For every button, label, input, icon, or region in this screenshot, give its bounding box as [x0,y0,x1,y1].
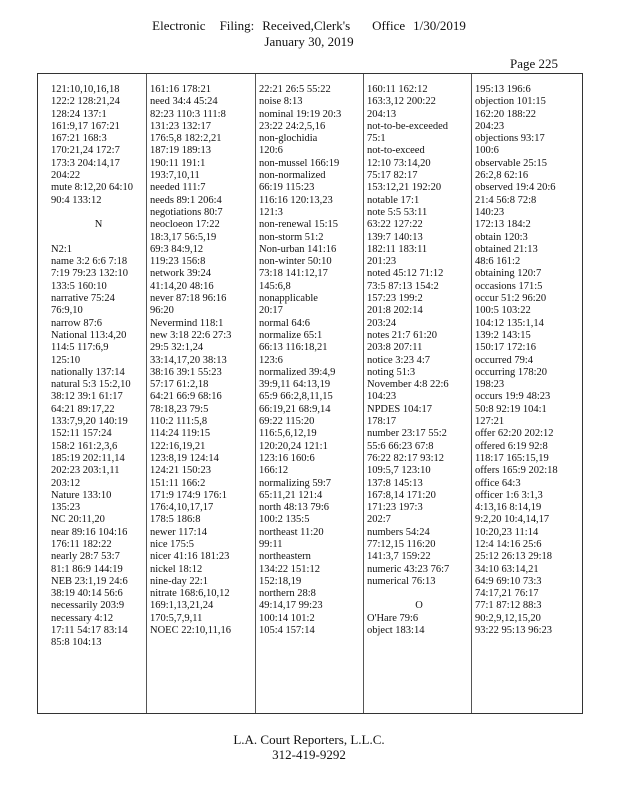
index-entry-line: 167:21 168:3 [51,133,107,145]
index-entry-line: 34:10 63:14,21 [475,563,539,575]
index-entry-line: 41:14,20 48:16 [150,280,214,292]
stamp-filing: Filing: [219,18,255,33]
index-entry-line: 178:17 [367,416,397,428]
index-entry-line: 201:23 [367,256,397,268]
index-entry-line: 161:9,17 167:21 [51,120,120,132]
index-entry-line: 93:22 95:13 96:23 [475,625,553,637]
index-entry-line: natural 5:3 15:2,10 [51,379,131,391]
index-entry-line: offers 165:9 202:18 [475,465,558,477]
index-entry-line [51,207,146,219]
index-entry-line: 55:6 66:23 67:8 [367,440,434,452]
index-entry-line: observable 25:15 [475,157,548,169]
index-entry-line: 162:20 188:22 [475,108,536,120]
index-entry-line: 169:1,13,21,24 [150,600,214,612]
index-entry-line: 139:7 140:13 [367,231,423,243]
index-entry-line: 81:1 86:9 144:19 [51,563,123,575]
index-entry-line: 57:17 61:2,18 [150,379,209,391]
index-entry-line: 204:22 [51,170,81,182]
index-entry-line: 65:11,21 121:4 [259,489,323,501]
index-entry-line: 202:23 203:1,11 [51,465,120,477]
index-entry-line: NPDES 104:17 [367,403,433,415]
index-entry-line: notable 17:1 [367,194,420,206]
index-entry-line: 203:8 207:11 [367,342,423,354]
footer-company: L.A. Court Reporters, L.L.C. [233,732,385,747]
index-entry-line: 123:6 [259,354,283,366]
index-entry-line: 121:10,10,16,18 [51,84,120,95]
index-entry-line: 176:11 182:22 [51,538,112,550]
index-column-2 [146,74,255,713]
index-entry-line: 145:6,8 [259,280,291,292]
index-entry-line: 123:8,19 124:14 [150,452,219,464]
index-entry-line: 100:14 101:2 [259,612,315,624]
index-entry-line: 96:20 [150,305,174,317]
index-entry-line: 137:8 145:13 [367,477,423,489]
index-entry-line: 49:14,17 99:23 [259,600,323,612]
index-entry-line: 116:5,6,12,19 [259,428,317,440]
index-entry-line: 76:9,10 [51,305,83,317]
index-entry-line: 73:5 87:13 154:2 [367,280,439,292]
index-entry-line: obtain 120:3 [475,231,528,243]
index-entry-line: 22:21 26:5 55:22 [259,84,331,95]
index-entry-line: 198:23 [475,379,505,391]
index-entry-line: narrative 75:24 [51,293,115,305]
index-entry-line: 21:4 56:8 72:8 [475,194,537,206]
index-entry-line: northeastern [259,551,311,563]
index-entry-line: 173:3 204:14,17 [51,157,120,169]
index-entry-line: new 3:18 22:6 27:3 [150,329,232,341]
index-entry-line: 26:2,8 62:16 [475,170,529,182]
index-entry-line: noise 8:13 [259,96,303,108]
index-entry-line: 63:22 127:22 [367,219,423,231]
index-entry-line: 182:11 183:11 [367,243,428,255]
index-entry-line: 33:14,17,20 38:13 [150,354,227,366]
index-entry-line: 203:24 [367,317,397,329]
index-entry-line: nice 175:5 [150,538,195,550]
index-entry-line: 78:18,23 79:5 [150,403,209,415]
index-entry-line: needs 89:1 206:4 [150,194,222,206]
index-entry-line: 64:21 66:9 68:16 [150,391,222,403]
index-entry-line: name 3:2 6:6 7:18 [51,256,128,268]
index-entry-line: nicer 41:16 181:23 [150,551,230,563]
index-entry-line: 66:13 116:18,21 [259,342,328,354]
index-entry-line: 141:3,7 159:22 [367,551,431,563]
index-entry-line: 167:8,14 171:20 [367,489,436,501]
index-entry-line: Nevermind 118:1 [150,317,224,329]
index-entry-line: normalizing 59:7 [259,477,332,489]
index-entry-line: near 89:16 104:16 [51,526,128,538]
index-entry-line: 176:4,10,17,17 [150,502,214,514]
index-entry-line: 99:11 [259,538,283,550]
index-entry-line: number 23:17 55:2 [367,428,447,440]
index-entry-line: 23:22 24:2,5,16 [259,120,326,132]
index-entry-line: 12:10 73:14,20 [367,157,431,169]
index-entry-line: 90:2,9,12,15,20 [475,612,541,624]
stamp-date: 1/30/2019 [413,18,466,33]
index-entry-line: NC 20:11,20 [51,514,105,526]
index-entry-line: 152:11 157:24 [51,428,112,440]
index-entry-line: 48:6 161:2 [475,256,521,268]
index-entry-line: 76:22 82:17 93:12 [367,452,445,464]
index-entry-line: 122:2 128:21,24 [51,96,120,108]
index-entry-line: 170:5,7,9,11 [150,612,203,624]
index-entry-line: notice 3:23 4:7 [367,354,430,366]
filing-date: January 30, 2019 [264,34,354,49]
index-entry-line: numerical 76:13 [367,575,436,587]
index-entry-line: 152:18,19 [259,575,302,587]
index-entry-line: 104:23 [367,391,397,403]
index-entry-line: obtained 21:13 [475,243,538,255]
index-entry-line: nine-day 22:1 [150,575,209,587]
index-entry-line: 128:24 137:1 [51,108,107,120]
index-entry-line: N [94,219,103,231]
stamp-office: Office [372,18,406,33]
index-entry-line: 110:2 111:5,8 [150,416,208,428]
index-entry-line: note 5:5 53:11 [367,206,428,218]
index-entry-line: normalize 65:1 [259,329,323,341]
index-entry-line: 77:12,15 116:20 [367,538,436,550]
index-entry-line: 185:19 202:11,14 [51,452,125,464]
index-entry-line: 195:13 196:6 [475,84,531,95]
index-entry-line: 64:21 89:17,22 [51,403,115,415]
index-column-3 [255,74,363,713]
index-entry-line: 120:20,24 121:1 [259,440,328,452]
index-entry-line: office 64:3 [475,477,521,489]
index-entry-line: 133:5 160:10 [51,280,107,292]
index-entry-line: 39:9,11 64:13,19 [259,379,331,391]
index-entry-line: 163:3,12 200:22 [367,96,436,108]
index-entry-line: 140:23 [475,206,505,218]
index-entry-line: 66:19,21 68:9,14 [259,403,331,415]
index-entry-line: 150:17 172:16 [475,342,536,354]
index-entry-line: necessarily 203:9 [51,600,125,612]
index-entry-line: mute 8:12,20 64:10 [51,182,133,194]
index-entry-line: 166:12 [259,465,289,477]
index-entry-line: objection 101:15 [475,96,546,108]
index-entry-line: object 183:14 [367,625,425,637]
index-entry-line: occurring 178:20 [475,366,548,378]
index-entry-line: 38:12 39:1 61:17 [51,391,123,403]
index-entry-line: 122:16,19,21 [150,440,206,452]
index-entry-line: nonapplicable [259,293,318,305]
index-entry-line: north 48:13 79:6 [259,502,329,514]
index-entry-line: 25:12 26:13 29:18 [475,551,553,563]
index-entry-line: narrow 87:6 [51,317,103,329]
index-entry-line: non-mussel 166:19 [259,157,340,169]
index-entry-line: 100:6 [475,145,499,157]
index-entry-line: 12:4 14:16 25:6 [475,538,542,550]
index-entry-line: 153:12,21 192:20 [367,182,442,194]
stamp-electronic: Electronic [152,18,206,33]
index-entry-line: 64:9 69:10 73:3 [475,575,542,587]
index-entry-line: 171:23 197:3 [367,502,423,514]
index-entry-line: 105:4 157:14 [259,625,315,637]
index-entry-line: 151:11 166:2 [150,477,206,489]
index-entry-line: 121:3 [259,206,283,218]
index-entry-line: 158:2 161:2,3,6 [51,440,118,452]
index-entry-line: occurred 79:4 [475,354,534,366]
index-entry-line: 131:23 132:17 [150,120,211,132]
index-entry-line: not-to-exceed [367,145,425,157]
index-entry-line: 17:11 54:17 83:14 [51,625,128,637]
index-entry-line: 176:5,8 182:2,21 [150,133,222,145]
index-entry-line: 73:18 141:12,17 [259,268,328,280]
footer-phone: 312-419-9292 [272,747,346,762]
index-entry-line: 69:22 115:20 [259,416,315,428]
index-entry-line: newer 117:14 [150,526,208,538]
index-entry-line: offered 6:19 92:8 [475,440,548,452]
index-entry-line: 187:19 189:13 [150,145,211,157]
index-entry-line: 193:7,10,11 [150,170,200,182]
index-entry-line: 161:16 178:21 [150,84,211,95]
index-entry-line: nickel 18:12 [150,563,203,575]
index-entry-line: necessary 4:12 [51,612,114,624]
index-entry-line: officer 1:6 3:1,3 [475,489,543,501]
index-entry-line: 104:12 135:1,14 [475,317,544,329]
index-entry-line: N2:1 [51,243,72,255]
index-column-5 [471,74,581,713]
index-entry-line: 90:4 133:12 [51,194,102,206]
index-entry-line: 202:7 [367,514,391,526]
index-entry-line: 20:17 [259,305,283,317]
index-entry-line: 125:10 [51,354,81,366]
index-entry-line: nationally 137:14 [51,366,125,378]
index-entry-line: nearly 28:7 53:7 [51,551,120,563]
index-entry-line: normal 64:6 [259,317,311,329]
index-entry-line: 139:2 143:15 [475,329,531,341]
index-entry-line [367,588,471,600]
index-entry-line: needed 111:7 [150,182,206,194]
footer [0,732,618,762]
index-entry-line: obtaining 120:7 [475,268,542,280]
index-entry-line: 75:17 82:17 [367,170,418,182]
index-entry-line: objections 93:17 [475,133,545,145]
index-entry-line: 178:5 186:8 [150,514,201,526]
index-entry-line: 123:16 160:6 [259,452,315,464]
index-entry-line: 120:6 [259,145,283,157]
index-entry-line: Nature 133:10 [51,489,112,501]
stamp-received: Received,Clerk's [262,18,351,33]
index-entry-line: 100:5 103:22 [475,305,531,317]
index-entry-line: non-normalized [259,170,326,182]
index-entry-line: neocloeon 17:22 [150,219,220,231]
index-entry-line: 204:23 [475,120,505,132]
index-entry-line: 134:22 151:12 [259,563,320,575]
index-entry-line: 172:13 184:2 [475,219,531,231]
index-entry-line: nominal 19:19 20:3 [259,108,342,120]
index-entry-line: O [415,600,423,612]
index-entry-line: 82:23 110:3 111:8 [150,108,226,120]
index-entry-line: O'Hare 79:6 [367,612,419,624]
index-entry-line: 118:17 165:15,19 [475,452,549,464]
index-entry-line: 203:12 [51,477,81,489]
index-entry-line: 50:8 92:19 104:1 [475,403,547,415]
index-entry-line: northeast 11:20 [259,526,324,538]
filing-stamp-line [0,18,618,34]
index-entry-line: non-storm 51:2 [259,231,324,243]
index-entry-line: never 87:18 96:16 [150,293,227,305]
index-entry-line: negotiations 80:7 [150,206,223,218]
index-entry-line: 4:13,16 8:14,19 [475,502,542,514]
index-entry-line: 170:21,24 172:7 [51,145,120,157]
index-column-4 [363,74,471,713]
index-entry-line: 157:23 199:2 [367,293,423,305]
index-entry-line: 127:21 [475,416,505,428]
index-entry-line: 18:3,17 56:5,19 [150,231,217,243]
index-entry-line [51,232,146,244]
index-entry-line: 204:13 [367,108,397,120]
index-entry-line: Non-urban 141:16 [259,243,337,255]
index-entry-line: network 39:24 [150,268,211,280]
index-entry-line: 7:19 79:23 132:10 [51,268,129,280]
index-entry-line: NEB 23:1,19 24:6 [51,575,128,587]
index-entry-line: 69:3 84:9,12 [150,243,204,255]
index-entry-line: non-winter 50:10 [259,256,332,268]
index-entry-line: 160:11 162:12 [367,84,428,95]
index-entry-line: 114:5 117:6,9 [51,342,109,354]
index-entry-line: notes 21:7 61:20 [367,329,437,341]
index-entry-line: occurs 19:9 48:23 [475,391,551,403]
index-entry-line: 75:1 [367,133,386,145]
index-entry-line: NOEC 22:10,11,16 [150,625,231,637]
index-entry-line: 135:23 [51,502,81,514]
index-entry-line: need 34:4 45:24 [150,96,218,108]
index-entry-line: 65:9 66:2,8,11,15 [259,391,333,403]
index-entry-line: numeric 43:23 76:7 [367,563,450,575]
index-entry-line: 201:8 202:14 [367,305,423,317]
index-frame [37,73,583,714]
index-entry-line: 114:24 119:15 [150,428,211,440]
index-entry-line: non-glochidia [259,133,318,145]
index-column-1 [38,74,146,713]
index-entry-line: 85:8 104:13 [51,637,102,649]
index-entry-line: 38:16 39:1 55:23 [150,366,222,378]
index-entry-line: observed 19:4 20:6 [475,182,556,194]
index-entry-line: 10:20,23 11:14 [475,526,539,538]
index-entry-line: offer 62:20 202:12 [475,428,554,440]
index-entry-line: 66:19 115:23 [259,182,315,194]
index-entry-line: occasions 171:5 [475,280,543,292]
index-entry-line: normalized 39:4,9 [259,366,336,378]
index-entry-line: not-to-be-exceeded [367,120,449,132]
index-entry-line: nitrate 168:6,10,12 [150,588,230,600]
index-entry-line: 38:19 40:14 56:6 [51,588,123,600]
index-entry-line: 133:7,9,20 140:19 [51,416,128,428]
index-entry-line: occur 51:2 96:20 [475,293,547,305]
index-entry-line: 119:23 156:8 [150,256,206,268]
page-number: Page 225 [509,56,558,71]
index-entry-line: 171:9 174:9 176:1 [150,489,228,501]
index-entry-line: 9:2,20 10:4,14,17 [475,514,550,526]
index-entry-line: 77:1 87:12 88:3 [475,600,542,612]
index-entry-line: northern 28:8 [259,588,316,600]
index-entry-line: noted 45:12 71:12 [367,268,444,280]
index-entry-line: November 4:8 22:6 [367,379,449,391]
index-entry-line: 190:11 191:1 [150,157,206,169]
index-entry-line: 109:5,7 123:10 [367,465,431,477]
index-entry-line: 124:21 150:23 [150,465,211,477]
index-entry-line: 29:5 32:1,24 [150,342,204,354]
index-entry-line: noting 51:3 [367,366,416,378]
index-entry-line: 100:2 135:5 [259,514,310,526]
index-entry-line: numbers 54:24 [367,526,430,538]
index-entry-line: 74:17,21 76:17 [475,588,539,600]
index-entry-line: non-renewal 15:15 [259,219,339,231]
index-entry-line: National 113:4,20 [51,329,127,341]
index-entry-line: 116:16 120:13,23 [259,194,333,206]
